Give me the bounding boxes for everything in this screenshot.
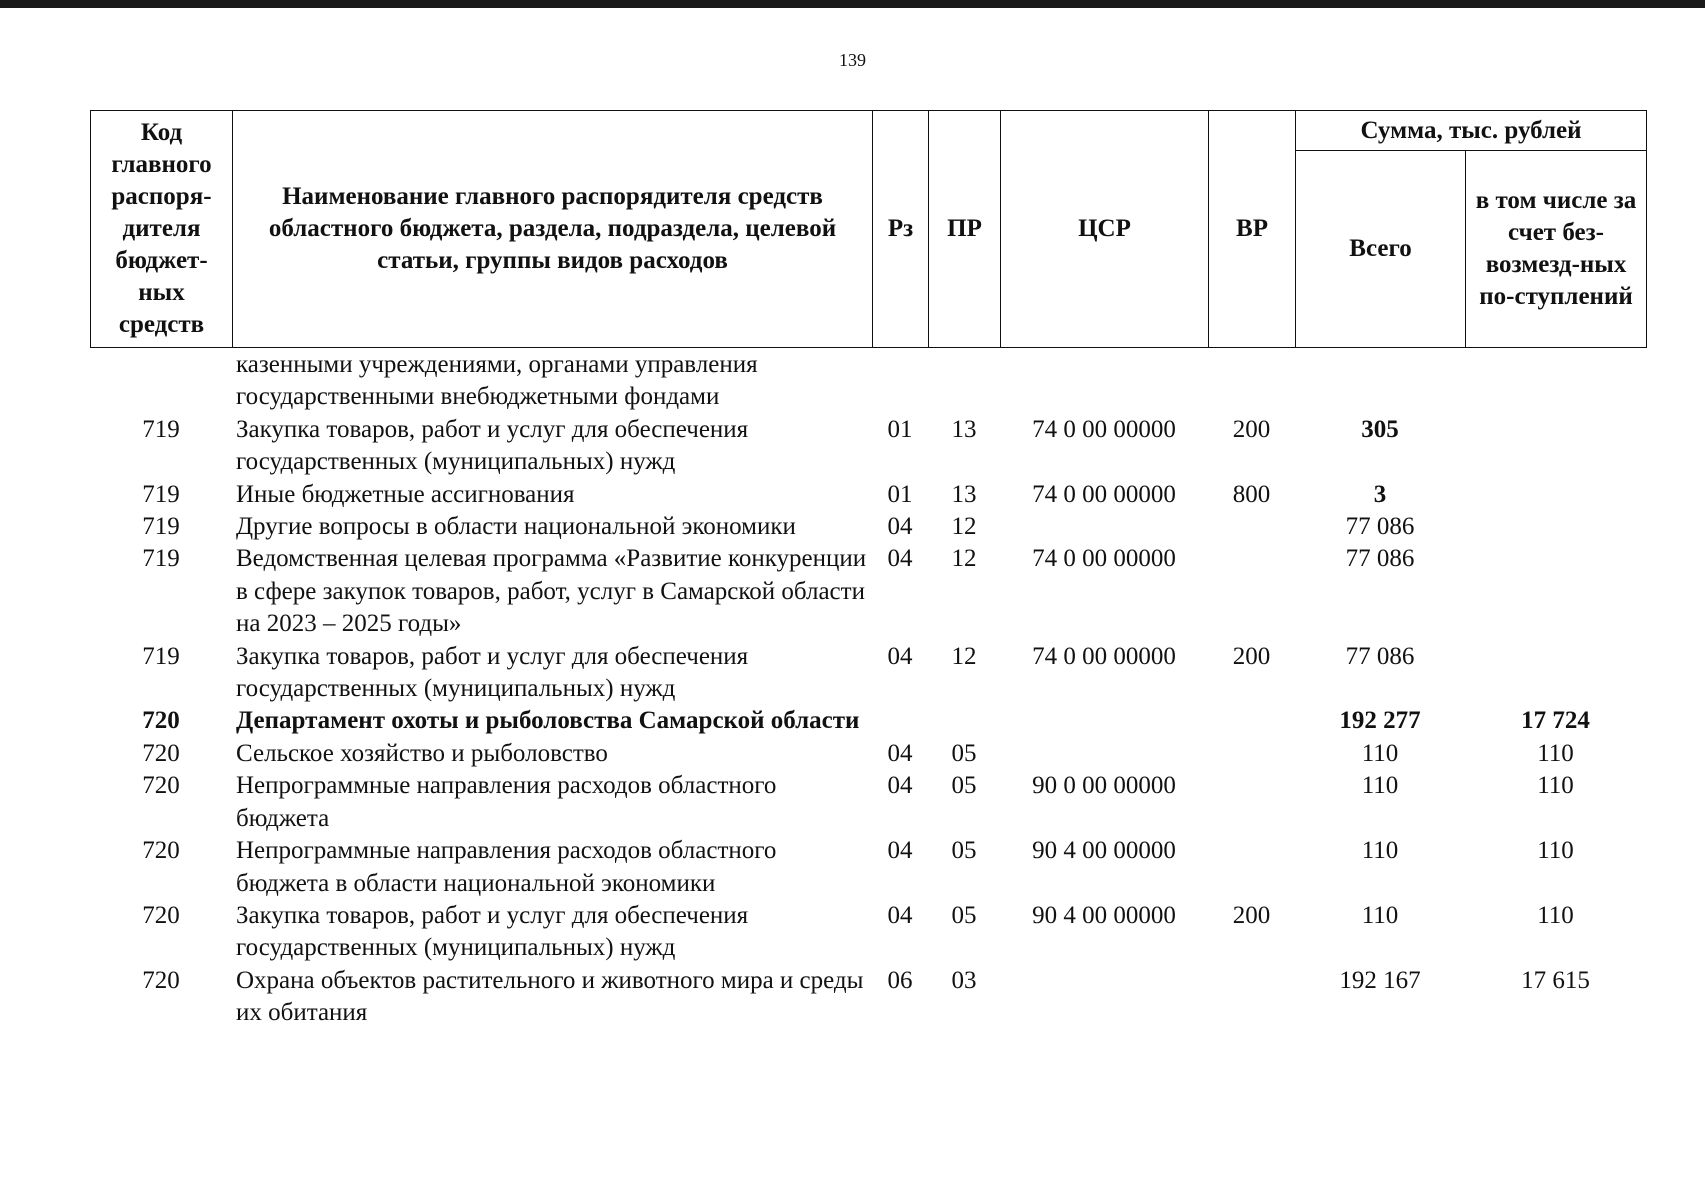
cell-rz: 04 <box>887 739 913 767</box>
table-row <box>90 511 1646 543</box>
cell-csr: 74 0 00 00000 <box>1032 480 1176 508</box>
cell-incl: 17 724 <box>1521 707 1590 735</box>
cell-incl <box>1465 543 1646 640</box>
top-border <box>0 0 1705 8</box>
cell-total: 77 086 <box>1345 642 1415 670</box>
cell-name: Закупка товаров, работ и услуг для обеспечения государственных (муниципальных) нужд <box>236 901 749 962</box>
table-row <box>90 705 1646 737</box>
cell-pr: 05 <box>951 837 977 865</box>
header-vr: ВР <box>1209 111 1296 348</box>
cell-rz <box>872 349 928 414</box>
cell-pr <box>928 705 1000 737</box>
cell-name: Непрограммные направления расходов областного бюджета <box>236 772 777 832</box>
cell-csr <box>1000 965 1208 1030</box>
cell-vr: 200 <box>1232 901 1271 929</box>
cell-pr: 13 <box>951 415 977 443</box>
cell-incl <box>1465 414 1646 479</box>
cell-name: Другие вопросы в области национальной экономики <box>236 513 796 541</box>
table-row <box>90 349 1646 414</box>
cell-incl <box>1465 479 1646 511</box>
cell-code: 719 <box>142 545 180 573</box>
cell-vr <box>1208 511 1295 543</box>
cell-rz: 04 <box>887 772 913 800</box>
cell-pr: 12 <box>951 513 977 541</box>
cell-total: 77 086 <box>1345 513 1415 541</box>
cell-pr: 05 <box>951 772 977 800</box>
header-csr: ЦСР <box>1001 111 1209 348</box>
cell-rz: 04 <box>887 642 913 670</box>
cell-total: 110 <box>1361 739 1399 767</box>
cell-rz: 01 <box>887 415 913 443</box>
cell-pr: 12 <box>951 545 977 573</box>
header-name: Наименование главного распорядителя средств областного бюджета, раздела, подраздела, целевой статьи, группы видов расходов <box>233 111 873 348</box>
cell-total: 77 086 <box>1345 545 1415 573</box>
cell-code: 720 <box>142 772 180 800</box>
cell-vr <box>1208 349 1295 414</box>
cell-csr: 74 0 00 00000 <box>1032 642 1176 670</box>
cell-name: Департамент охоты и рыболовства Самарской области <box>236 707 860 735</box>
table-row <box>90 641 1646 706</box>
cell-code: 720 <box>142 901 180 929</box>
cell-incl: 17 615 <box>1521 966 1590 994</box>
cell-code: 719 <box>142 513 180 541</box>
cell-name: казенными учреждениями, органами управления государственными внебюджетными фондами <box>236 351 758 411</box>
cell-name: Ведомственная целевая программа «Развитие конкуренции в сфере закупок товаров, работ, услуг в Самарской области на 2023 – 2025 годы» <box>236 545 867 638</box>
cell-csr: 90 0 00 00000 <box>1032 772 1176 800</box>
cell-code <box>90 349 232 414</box>
cell-rz <box>872 705 928 737</box>
cell-csr <box>1000 738 1208 770</box>
cell-total: 110 <box>1361 772 1399 800</box>
cell-rz: 04 <box>887 837 913 865</box>
cell-vr: 800 <box>1232 480 1271 508</box>
cell-name: Закупка товаров, работ и услуг для обеспечения государственных (муниципальных) нужд <box>236 642 749 703</box>
cell-code: 720 <box>142 966 180 994</box>
cell-code: 719 <box>142 415 180 443</box>
cell-vr <box>1208 543 1295 640</box>
cell-rz: 01 <box>887 480 913 508</box>
cell-incl: 110 <box>1537 772 1574 800</box>
header-incl: в том числе за счет без-возмезд-ных по-ступлений <box>1466 151 1647 348</box>
cell-csr <box>1000 349 1208 414</box>
table-row <box>90 965 1646 1030</box>
cell-total: 305 <box>1361 415 1399 443</box>
cell-incl: 110 <box>1537 739 1574 767</box>
cell-code: 719 <box>142 642 180 670</box>
cell-vr: 200 <box>1232 415 1271 443</box>
cell-rz: 04 <box>887 901 913 929</box>
cell-code: 720 <box>142 837 180 865</box>
header-rz: Рз <box>873 111 929 348</box>
cell-total: 110 <box>1361 837 1399 865</box>
cell-total <box>1295 349 1465 414</box>
table-row <box>90 479 1646 511</box>
cell-total: 192 167 <box>1339 966 1421 994</box>
cell-vr <box>1208 835 1295 900</box>
cell-incl <box>1465 641 1646 706</box>
table-body <box>90 349 1646 1030</box>
header-code: Код главного распоря-дителя бюджет-ных средств <box>91 111 233 348</box>
page-number: 139 <box>839 50 866 70</box>
cell-name: Сельское хозяйство и рыболовство <box>236 739 608 767</box>
cell-pr: 03 <box>951 966 977 994</box>
cell-pr: 05 <box>951 901 977 929</box>
table-header <box>90 110 1647 348</box>
cell-rz: 06 <box>887 966 913 994</box>
cell-pr: 12 <box>951 642 977 670</box>
header-sum: Сумма, тыс. рублей <box>1296 111 1647 151</box>
cell-name: Охрана объектов растительного и животного мира и среды их обитания <box>236 966 864 1027</box>
cell-csr <box>1000 511 1208 543</box>
cell-incl: 110 <box>1537 901 1574 929</box>
cell-incl <box>1465 349 1646 414</box>
cell-vr: 200 <box>1232 642 1271 670</box>
cell-vr <box>1208 705 1295 737</box>
cell-rz: 04 <box>887 545 913 573</box>
cell-csr: 74 0 00 00000 <box>1032 545 1176 573</box>
cell-vr <box>1208 965 1295 1030</box>
cell-vr <box>1208 738 1295 770</box>
cell-vr <box>1208 770 1295 835</box>
cell-csr: 74 0 00 00000 <box>1032 415 1176 443</box>
header-total: Всего <box>1296 151 1466 348</box>
table-row <box>90 900 1646 965</box>
table-row <box>90 543 1646 640</box>
cell-pr <box>928 349 1000 414</box>
cell-name: Иные бюджетные ассигнования <box>236 480 575 508</box>
cell-total: 110 <box>1361 901 1399 929</box>
cell-csr <box>1000 705 1208 737</box>
table-row <box>90 835 1646 900</box>
table-row <box>90 414 1646 479</box>
cell-csr: 90 4 00 00000 <box>1032 901 1176 929</box>
cell-code: 720 <box>142 739 180 767</box>
cell-pr: 05 <box>951 739 977 767</box>
cell-code: 719 <box>142 480 180 508</box>
cell-name: Закупка товаров, работ и услуг для обеспечения государственных (муниципальных) нужд <box>236 415 749 476</box>
cell-name: Непрограммные направления расходов областного бюджета в области национальной экономики <box>236 837 777 897</box>
table-row <box>90 770 1646 835</box>
table-row <box>90 738 1646 770</box>
cell-incl: 110 <box>1537 837 1574 865</box>
cell-code: 720 <box>142 707 180 735</box>
cell-rz: 04 <box>887 513 913 541</box>
cell-pr: 13 <box>951 480 977 508</box>
cell-incl <box>1465 511 1646 543</box>
header-pr: ПР <box>929 111 1001 348</box>
cell-total: 3 <box>1373 480 1387 508</box>
cell-csr: 90 4 00 00000 <box>1032 837 1176 865</box>
cell-total: 192 277 <box>1339 707 1421 735</box>
